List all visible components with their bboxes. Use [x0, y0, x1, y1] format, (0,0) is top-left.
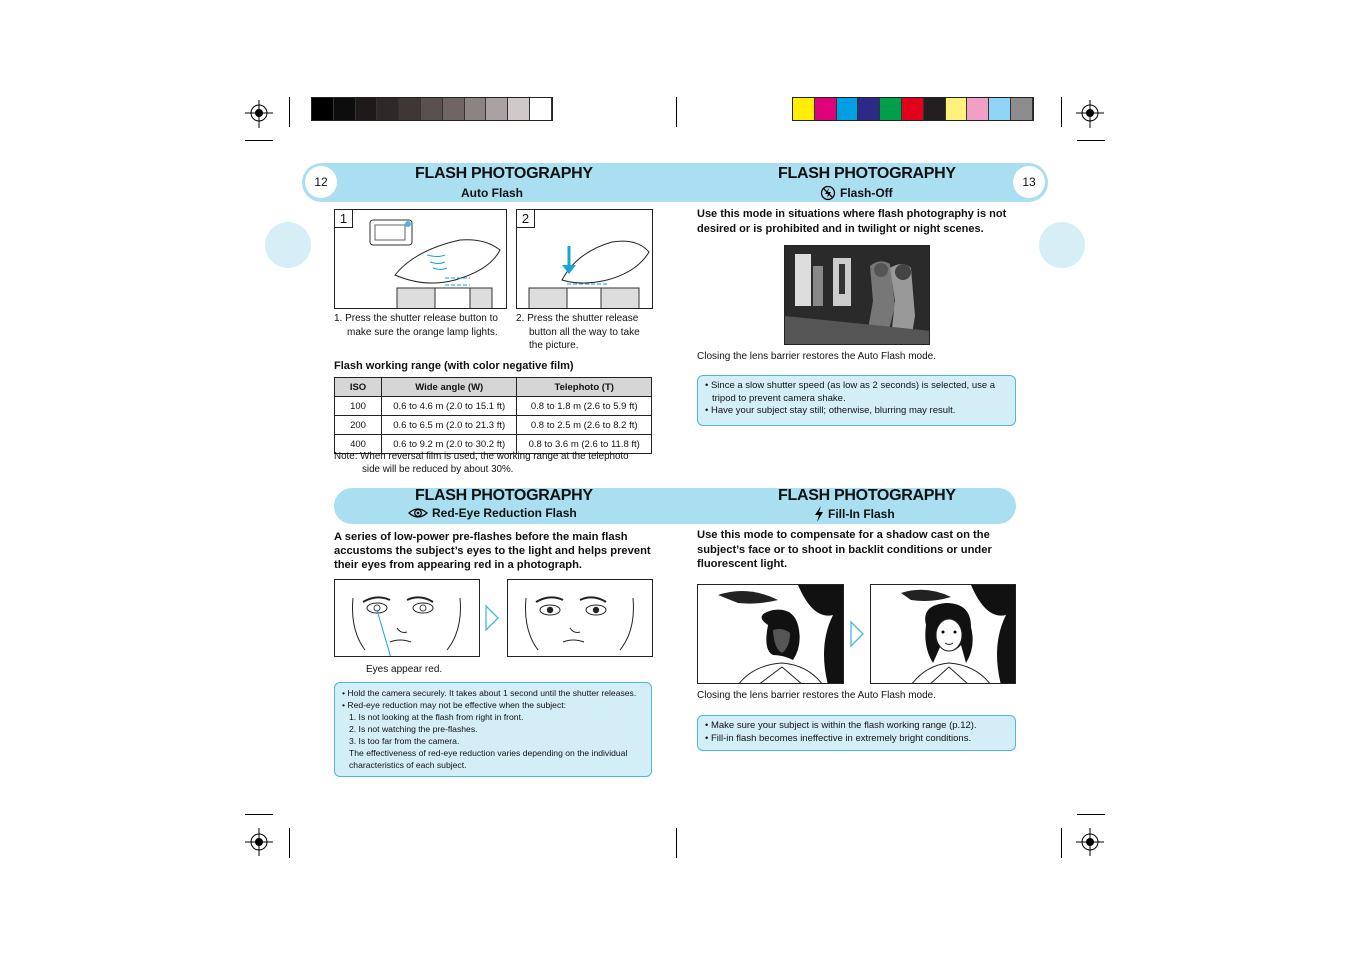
- arrow-right-icon: [484, 604, 500, 632]
- flash-bolt-icon: [814, 506, 824, 522]
- fillin-intro: [697, 528, 992, 572]
- camera-hand-drawing: [335, 210, 507, 309]
- color-bar: [792, 97, 1034, 121]
- caption-line: make sure the orange lamp lights.: [347, 326, 498, 338]
- shadowed-portrait-drawing: [698, 585, 844, 684]
- table-row: [335, 416, 652, 435]
- decorative-circle: [265, 222, 311, 268]
- gray-swatch: [465, 98, 487, 120]
- note-line: 1. Is not looking at the flash from right in front.: [349, 712, 524, 722]
- museum-scene-photo: [784, 245, 930, 345]
- note-line: • Hold the camera securely. It takes about 1 second until the shutter releases.: [342, 688, 637, 698]
- intro-line: subject’s face or to shoot in backlit conditions or under: [697, 543, 992, 556]
- flash-off-notes: [697, 375, 1016, 426]
- camera-hand-drawing: [517, 210, 653, 309]
- flash-off-intro: [697, 207, 1006, 237]
- gray-swatch: [443, 98, 465, 120]
- table-title: Flash working range (with color negative film): [334, 360, 574, 372]
- note-line: Note: When reversal film is used, the working range at the telephoto: [334, 451, 629, 462]
- color-swatch: [902, 98, 924, 120]
- note-line: • Make sure your subject is within the flash working range (p.12).: [705, 720, 977, 731]
- section-subtitle: [408, 506, 577, 520]
- note-line: The effectiveness of red-eye reduction varies depending on the individual: [349, 748, 628, 758]
- note-line: • Since a slow shutter speed (as low as 2 seconds) is selected, use a: [705, 380, 996, 391]
- section-subtitle: [820, 185, 893, 201]
- gray-swatch: [312, 98, 334, 120]
- caption-line: 1. Press the shutter release button to: [334, 313, 498, 324]
- face-normal-eyes-drawing: [508, 580, 653, 657]
- note-line: 3. Is too far from the camera.: [349, 736, 460, 746]
- page-number-left: 12: [305, 166, 337, 198]
- gray-swatch: [356, 98, 378, 120]
- step1-illustration: [334, 209, 507, 309]
- intro-line: accustoms the subject’s eyes to the light and helps prevent: [334, 545, 651, 557]
- fillin-before-illustration: [697, 584, 844, 684]
- step-number: 1: [335, 210, 353, 228]
- table-cell: 200: [335, 416, 382, 435]
- color-swatch: [989, 98, 1011, 120]
- note-line: side will be reduced by about 30%.: [362, 464, 514, 475]
- table-header-cell: Wide angle (W): [382, 378, 517, 397]
- section-title: FLASH PHOTOGRAPHY: [778, 487, 956, 504]
- step-number: 2: [517, 210, 535, 228]
- table-cell: 0.8 to 1.8 m (2.6 to 5.9 ft): [517, 397, 652, 416]
- fillin-after-illustration: [870, 584, 1016, 684]
- flash-range-table: [334, 377, 652, 454]
- page-number-right: 13: [1013, 166, 1045, 198]
- section-title: FLASH PHOTOGRAPHY: [778, 165, 956, 182]
- step2-illustration: [516, 209, 653, 309]
- face-red-eyes-drawing: [335, 580, 480, 657]
- color-swatch: [967, 98, 989, 120]
- night-scene-drawing: [785, 246, 930, 345]
- eye-icon: [408, 506, 428, 520]
- gray-swatch: [399, 98, 421, 120]
- color-swatch: [946, 98, 968, 120]
- fillin-notes: [697, 715, 1016, 751]
- lit-portrait-drawing: [871, 585, 1016, 684]
- note-line: • Fill-in flash becomes ineffective in extremely bright conditions.: [705, 732, 972, 744]
- section-title: FLASH PHOTOGRAPHY: [415, 487, 593, 504]
- gray-swatch: [530, 98, 552, 120]
- table-row: [335, 397, 652, 416]
- redeye-intro: [334, 530, 651, 572]
- intro-line: desired or is prohibited and in twilight or night scenes.: [697, 223, 984, 235]
- table-cell: 0.6 to 9.2 m (2.0 to 30.2 ft): [382, 435, 517, 454]
- flash-off-icon: [820, 185, 836, 201]
- intro-line: Use this mode in situations where flash photography is not: [697, 208, 1007, 220]
- color-swatch: [924, 98, 946, 120]
- note-line: • Have your subject stay still; otherwise, blurring may result.: [705, 405, 956, 416]
- note-line: • Red-eye reduction may not be effective when the subject:: [342, 700, 567, 710]
- table-cell: 0.6 to 6.5 m (2.0 to 21.3 ft): [382, 416, 517, 435]
- section-subtitle: [461, 186, 523, 200]
- color-swatch: [837, 98, 859, 120]
- subtitle-text: Flash-Off: [840, 186, 893, 200]
- table-cell: 100: [335, 397, 382, 416]
- step2-caption: [516, 312, 656, 353]
- section-subtitle: [814, 506, 895, 522]
- registration-mark-icon: [245, 100, 275, 130]
- registration-mark-icon: [1076, 828, 1106, 858]
- arrow-right-icon: [849, 620, 865, 648]
- gray-swatch: [334, 98, 356, 120]
- caption-line: 2. Press the shutter release: [516, 313, 639, 324]
- table-header-row: [335, 378, 652, 397]
- decorative-circle: [1039, 222, 1085, 268]
- intro-line: A series of low-power pre-flashes before the main flash: [334, 531, 628, 543]
- subtitle-text: Red-Eye Reduction Flash: [432, 506, 577, 520]
- caption-line: button all the way to take: [529, 326, 640, 338]
- redeye-caption: Eyes appear red.: [366, 664, 443, 675]
- gray-swatch: [377, 98, 399, 120]
- note-line: characteristics of each subject.: [349, 760, 467, 770]
- gray-swatch: [486, 98, 508, 120]
- caption-line: the picture.: [529, 340, 579, 351]
- table-header-cell: Telephoto (T): [517, 378, 652, 397]
- table-cell: 400: [335, 435, 382, 454]
- gray-scale-bar: [311, 97, 553, 121]
- redeye-before-illustration: [334, 579, 480, 657]
- subtitle-text: Fill-In Flash: [828, 507, 895, 521]
- table-note: [334, 450, 629, 476]
- redeye-notes: [334, 682, 652, 777]
- intro-line: their eyes from appearing red in a photograph.: [334, 559, 583, 571]
- registration-mark-icon: [245, 828, 275, 858]
- note-line: tripod to prevent camera shake.: [712, 392, 846, 404]
- table-cell: 0.8 to 3.6 m (2.6 to 11.8 ft): [517, 435, 652, 454]
- color-swatch: [858, 98, 880, 120]
- note-line: 2. Is not watching the pre-flashes.: [349, 724, 478, 734]
- redeye-after-illustration: [507, 579, 653, 657]
- table-header-cell: ISO: [335, 378, 382, 397]
- subtitle-text: Auto Flash: [461, 186, 523, 200]
- fillin-caption: Closing the lens barrier restores the Auto Flash mode.: [697, 690, 937, 701]
- color-swatch: [793, 98, 815, 120]
- gray-swatch: [421, 98, 443, 120]
- gray-swatch: [508, 98, 530, 120]
- color-swatch: [880, 98, 902, 120]
- table-cell: 0.8 to 2.5 m (2.6 to 8.2 ft): [517, 416, 652, 435]
- intro-line: fluorescent light.: [697, 558, 788, 570]
- table-cell: 0.6 to 4.6 m (2.0 to 15.1 ft): [382, 397, 517, 416]
- intro-line: Use this mode to compensate for a shadow cast on the: [697, 529, 990, 541]
- color-swatch: [1011, 98, 1033, 120]
- color-swatch: [815, 98, 837, 120]
- step1-caption: [334, 312, 509, 339]
- section-title: FLASH PHOTOGRAPHY: [415, 165, 593, 182]
- registration-mark-icon: [1076, 100, 1106, 130]
- flash-off-caption: Closing the lens barrier restores the Auto Flash mode.: [697, 351, 937, 362]
